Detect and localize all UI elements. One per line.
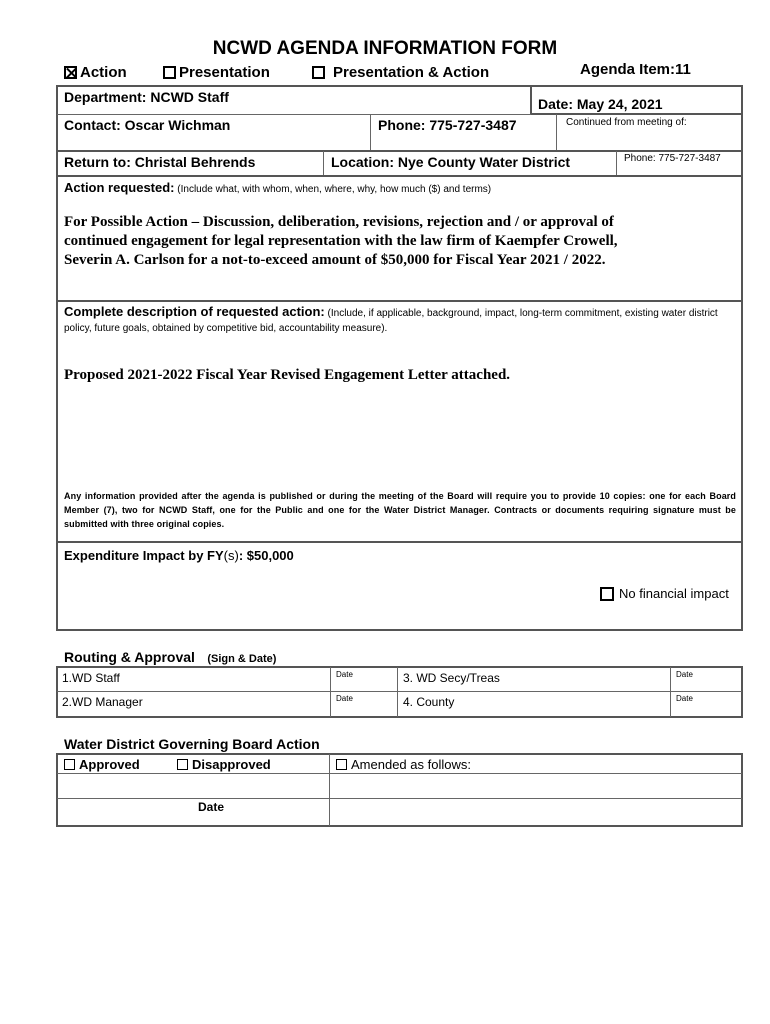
disapproved-label: Disapproved [192, 757, 271, 772]
routing-wd-manager: 2.WD Manager [62, 695, 143, 709]
checked-box-icon[interactable] [64, 66, 77, 79]
agenda-item: Agenda Item:11 [580, 61, 691, 78]
amended-label: Amended as follows: [351, 757, 471, 772]
checkbox-icon[interactable] [163, 66, 176, 79]
disapproved-option[interactable] [177, 757, 271, 772]
expenditure-s: (s) [223, 548, 239, 563]
action-requested-text: For Possible Action – Discussion, deliberation, revisions, rejection and / or approval of continued engagement for legal representation with the law firm of Kaempfer Crowell, Severin A. Carlson for a not-to-exceed amount of $50,000 for Fiscal Year 2021 / 2022. [64, 214, 618, 268]
routing-hint: (Sign & Date) [207, 653, 277, 665]
description-text: Proposed 2021-2022 Fiscal Year Revised Engagement Letter attached. [64, 367, 511, 383]
presentation-option[interactable] [163, 64, 270, 81]
location: Location: Nye County Water District [331, 154, 571, 170]
presentation-action-option[interactable] [312, 64, 489, 81]
presentation-action-label: Presentation & Action [333, 64, 490, 81]
phone-secondary: Phone: 775-727-3487 [624, 153, 721, 164]
routing-date-1[interactable]: Date [336, 670, 353, 679]
form-title: NCWD AGENDA INFORMATION FORM [212, 38, 558, 59]
continued-from-label: Continued from meeting of: [566, 117, 687, 128]
action-requested-label: Action requested: [64, 180, 175, 195]
amended-option[interactable] [336, 757, 471, 772]
no-financial-impact-option[interactable] [600, 586, 729, 601]
description-hint: (Include, if applicable, background, impact, long-term commitment, existing water district policy, future goals, obtained by competitive bid, accountability measure). [64, 308, 718, 334]
presentation-label: Presentation [179, 64, 270, 81]
approved-option[interactable] [64, 757, 140, 772]
contact: Contact: Oscar Wichman [64, 117, 231, 133]
approved-label: Approved [79, 757, 140, 772]
expenditure-value: : $50,000 [238, 548, 294, 563]
routing-table [56, 666, 743, 718]
checkbox-icon[interactable] [177, 759, 188, 770]
routing-wd-secy: 3. WD Secy/Treas [403, 671, 500, 685]
expenditure-label: Expenditure Impact by FY [64, 548, 224, 563]
routing-date-2[interactable]: Date [336, 694, 353, 703]
routing-date-3[interactable]: Date [676, 670, 693, 679]
routing-county: 4. County [403, 695, 455, 709]
routing-label: Routing & Approval [64, 649, 195, 665]
no-financial-impact-label: No financial impact [619, 586, 729, 601]
phone: Phone: 775-727-3487 [378, 117, 517, 133]
action-label: Action [80, 64, 127, 81]
routing-heading [64, 649, 276, 667]
routing-wd-staff: 1.WD Staff [62, 671, 120, 685]
board-date-label: Date [198, 800, 225, 814]
routing-date-4[interactable]: Date [676, 694, 693, 703]
date-field[interactable]: Date: May 24, 2021 [538, 96, 663, 112]
description-label: Complete description of requested action: [64, 304, 325, 319]
expenditure-impact [64, 548, 294, 563]
checkbox-icon[interactable] [336, 759, 347, 770]
department: Department: NCWD Staff [64, 89, 229, 105]
action-requested-heading [64, 180, 491, 195]
checkbox-icon[interactable] [64, 759, 75, 770]
checkbox-icon[interactable] [600, 587, 614, 601]
description-heading [64, 305, 734, 335]
action-requested-hint: (Include what, with whom, when, where, why, how much ($) and terms) [174, 184, 492, 195]
checkbox-icon[interactable] [312, 66, 325, 79]
copies-notice: Any information provided after the agenda is published or during the meeting of the Board will require you to provide 10 copies: one for each Board Member (7), two for NCWD Staff, one for the Public and one for the Water District Manager. Contracts or documents requiring signature must be submitted with three original copies. [64, 491, 736, 529]
return-to: Return to: Christal Behrends [64, 154, 256, 170]
action-option[interactable] [64, 64, 127, 81]
board-action-heading: Water District Governing Board Action [64, 736, 320, 752]
